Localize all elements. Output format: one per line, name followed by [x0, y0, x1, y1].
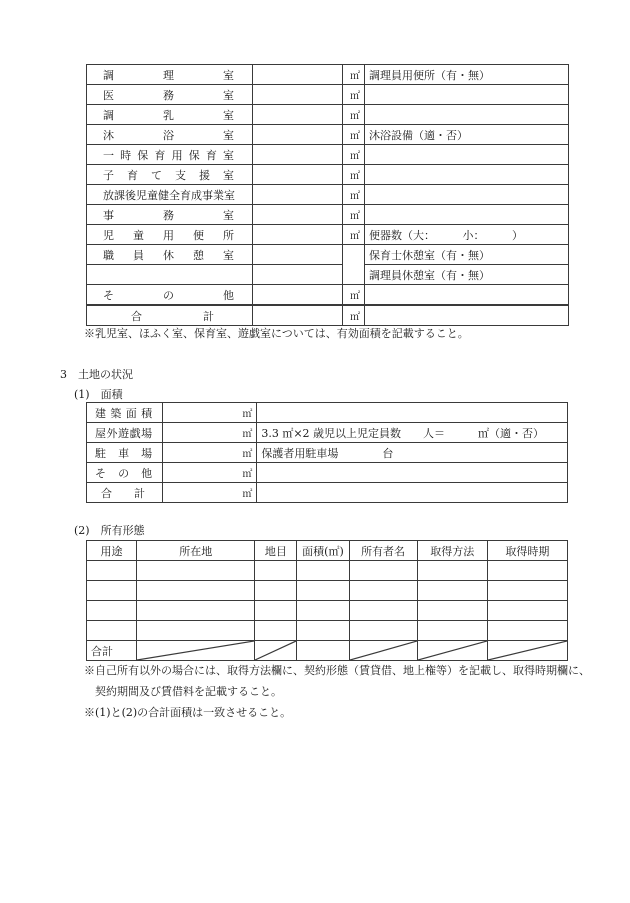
- ownership-cell: [87, 601, 137, 621]
- ownership-note-2: 契約期間及び賃借料を記載すること。: [84, 685, 282, 698]
- diagonal-slash-icon: [418, 641, 487, 660]
- ownership-total-label: 合計: [87, 641, 137, 661]
- room-note: 沐浴設備（適・否）: [365, 125, 569, 145]
- ownership-cell: [417, 601, 487, 621]
- area-unit: ㎡: [163, 483, 257, 503]
- room-name: 医 務 室: [87, 85, 253, 105]
- area-note: [257, 403, 568, 423]
- room-area-value: [253, 105, 343, 125]
- diagonal-slash-icon: [255, 641, 296, 660]
- area-row: [87, 483, 568, 503]
- rooms-row: [87, 145, 569, 165]
- ownership-header-cell: 所在地: [137, 541, 255, 561]
- room-area-unit: ㎡: [343, 105, 365, 125]
- room-note: [365, 205, 569, 225]
- ownership-table: [86, 540, 568, 661]
- ownership-row: [87, 621, 568, 641]
- ownership-slash-cell: [255, 641, 297, 661]
- room-note: [365, 105, 569, 125]
- area-name: 建築面積: [87, 403, 163, 423]
- ownership-header-cell: 取得時期: [487, 541, 567, 561]
- rooms-row: [87, 125, 569, 145]
- diagonal-slash-icon: [137, 641, 254, 660]
- ownership-slash-cell: [137, 641, 255, 661]
- room-area-value: [253, 245, 343, 265]
- rooms-row: [87, 165, 569, 185]
- ownership-cell: [255, 561, 297, 581]
- room-area-unit: ㎡: [343, 225, 365, 245]
- room-note: 調理員休憩室（有・無）: [365, 265, 569, 285]
- room-note: 保育士休憩室（有・無）: [365, 245, 569, 265]
- ownership-header-cell: 用途: [87, 541, 137, 561]
- ownership-cell: [255, 621, 297, 641]
- rooms-row: [87, 85, 569, 105]
- room-area-unit: ㎡: [343, 145, 365, 165]
- ownership-cell: [417, 581, 487, 601]
- rooms-row: [87, 185, 569, 205]
- ownership-header-cell: 面積(㎡): [297, 541, 349, 561]
- ownership-cell: [87, 581, 137, 601]
- room-name: そ の 他: [87, 285, 253, 306]
- room-name: 一時保育用保育室: [87, 145, 253, 165]
- area-note: [257, 463, 568, 483]
- ownership-total-area: [297, 641, 349, 661]
- ownership-cell: [487, 621, 567, 641]
- room-area-unit: [343, 245, 365, 265]
- rooms-row: [87, 285, 569, 306]
- ownership-header-cell: 地目: [255, 541, 297, 561]
- ownership-cell: [297, 601, 349, 621]
- area-row: [87, 443, 568, 463]
- diagonal-slash-icon: [488, 641, 567, 660]
- ownership-slash-cell: [417, 641, 487, 661]
- room-name: 事 務 室: [87, 205, 253, 225]
- area-unit: ㎡: [163, 403, 257, 423]
- rooms-row: [87, 225, 569, 245]
- ownership-cell: [255, 581, 297, 601]
- ownership-row: [87, 581, 568, 601]
- section3-sub2: (2) 所有形態: [74, 524, 145, 537]
- ownership-row: [87, 601, 568, 621]
- area-name: その他: [87, 463, 163, 483]
- rooms-total-unit: ㎡: [343, 305, 365, 326]
- room-area-value: [253, 225, 343, 245]
- rooms-row: [87, 245, 569, 265]
- room-name: 調 理 室: [87, 65, 253, 85]
- room-area-value: [253, 265, 343, 285]
- ownership-cell: [87, 561, 137, 581]
- rooms-total-label: 合 計: [87, 305, 253, 326]
- area-unit: ㎡: [163, 423, 257, 443]
- ownership-cell: [349, 581, 417, 601]
- room-area-unit: ㎡: [343, 85, 365, 105]
- room-area-unit: ㎡: [343, 65, 365, 85]
- room-name: 放課後児童健全育成事業室: [87, 185, 253, 205]
- rooms-total-value: [253, 305, 343, 326]
- ownership-header-cell: 取得方法: [417, 541, 487, 561]
- ownership-cell: [487, 601, 567, 621]
- ownership-cell: [417, 621, 487, 641]
- ownership-slash-cell: [487, 641, 567, 661]
- ownership-slash-cell: [349, 641, 417, 661]
- ownership-cell: [297, 561, 349, 581]
- room-name: 沐 浴 室: [87, 125, 253, 145]
- rooms-row: [87, 65, 569, 85]
- ownership-cell: [297, 621, 349, 641]
- room-area-value: [253, 65, 343, 85]
- diagonal-slash-icon: [350, 641, 417, 660]
- room-area-unit: ㎡: [343, 205, 365, 225]
- area-name: 合 計: [87, 483, 163, 503]
- area-table: [86, 402, 568, 503]
- rooms-table: [86, 64, 569, 326]
- room-area-value: [253, 145, 343, 165]
- section3-sub1: (1) 面積: [74, 388, 123, 401]
- room-area-value: [253, 165, 343, 185]
- area-row: [87, 403, 568, 423]
- ownership-cell: [487, 581, 567, 601]
- ownership-cell: [417, 561, 487, 581]
- area-unit: ㎡: [163, 443, 257, 463]
- room-note: [365, 165, 569, 185]
- ownership-header-cell: 所有者名: [349, 541, 417, 561]
- room-note: [365, 145, 569, 165]
- room-area-unit: ㎡: [343, 285, 365, 306]
- rooms-footnote: ※乳児室、ほふく室、保育室、遊戯室については、有効面積を記載すること。: [84, 327, 469, 340]
- room-name: 児童用便所: [87, 225, 253, 245]
- area-name: 屋外遊戯場: [87, 423, 163, 443]
- ownership-cell: [137, 561, 255, 581]
- room-area-unit: ㎡: [343, 185, 365, 205]
- room-note: 調理員用便所（有・無）: [365, 65, 569, 85]
- room-name: 職員休憩室: [87, 245, 253, 265]
- room-area-unit: [343, 265, 365, 285]
- room-note: 便器数（大： 小： ）: [365, 225, 569, 245]
- room-area-value: [253, 285, 343, 306]
- room-note: [365, 285, 569, 306]
- room-area-value: [253, 85, 343, 105]
- ownership-total-row: [87, 641, 568, 661]
- room-note: [365, 185, 569, 205]
- room-area-value: [253, 205, 343, 225]
- ownership-cell: [297, 581, 349, 601]
- rooms-row: [87, 205, 569, 225]
- ownership-cell: [137, 581, 255, 601]
- rooms-total-note: [365, 305, 569, 326]
- room-note: [365, 85, 569, 105]
- ownership-cell: [137, 601, 255, 621]
- ownership-cell: [87, 621, 137, 641]
- ownership-note-3: ※(1)と(2)の合計面積は一致させること。: [84, 706, 292, 719]
- room-area-value: [253, 185, 343, 205]
- room-area-unit: ㎡: [343, 165, 365, 185]
- room-name: 子育て支援室: [87, 165, 253, 185]
- ownership-cell: [137, 621, 255, 641]
- rooms-total-row: [87, 305, 569, 326]
- ownership-note-1: ※自己所有以外の場合には、取得方法欄に、契約形態（賃貸借、地上権等）を記載し、取得時期欄に、: [84, 664, 590, 677]
- rooms-row: [87, 265, 569, 285]
- ownership-cell: [487, 561, 567, 581]
- room-area-value: [253, 125, 343, 145]
- room-name: 調 乳 室: [87, 105, 253, 125]
- area-unit: ㎡: [163, 463, 257, 483]
- ownership-cell: [349, 561, 417, 581]
- area-name: 駐車場: [87, 443, 163, 463]
- ownership-cell: [255, 601, 297, 621]
- ownership-header-row: [87, 541, 568, 561]
- area-row: [87, 423, 568, 443]
- area-note: [257, 483, 568, 503]
- section3-title: 3 土地の状況: [60, 368, 133, 381]
- room-name: [87, 265, 253, 285]
- area-note: 保護者用駐車場 台: [257, 443, 568, 463]
- ownership-row: [87, 561, 568, 581]
- rooms-row: [87, 105, 569, 125]
- area-note: 3.3 ㎡×2 歳児以上児定員数 人＝ ㎡（適・否）: [257, 423, 568, 443]
- ownership-cell: [349, 601, 417, 621]
- ownership-cell: [349, 621, 417, 641]
- room-area-unit: ㎡: [343, 125, 365, 145]
- area-row: [87, 463, 568, 483]
